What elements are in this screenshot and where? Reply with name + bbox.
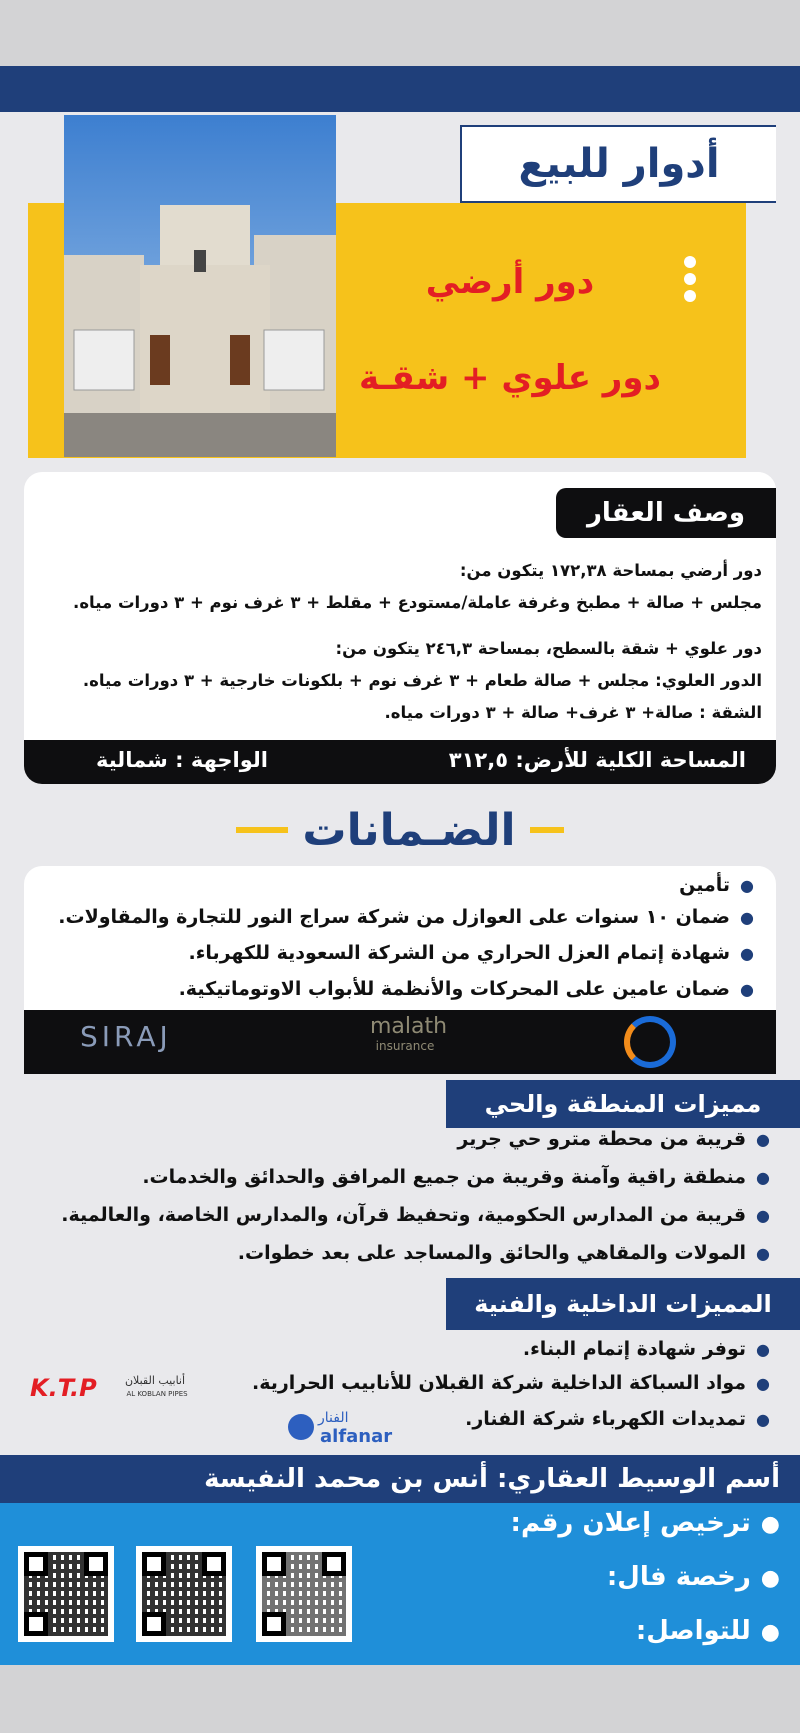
whatsapp-qr-code[interactable]: [18, 1546, 114, 1642]
ktp-mark: K.T.P: [30, 1374, 97, 1402]
bottom-margin: [0, 1665, 800, 1733]
broker-bar: أسم الوسيط العقاري: أنس بن محمد النفيسة: [0, 1455, 800, 1503]
guarantee-item: ● تأمين: [24, 874, 754, 896]
dots-decoration: [684, 256, 698, 316]
fal-license-label: ● رخصة فال:: [607, 1562, 780, 1592]
description-line: الدور العلوي: مجلس + صالة طعام + ٣ غرف نوم + بلكونات خارجية + ٣ دورات مياه.: [82, 671, 762, 690]
alfanar-icon: [288, 1414, 314, 1440]
guarantees-title: [0, 800, 800, 860]
ad-license-label: ● ترخيص إعلان رقم:: [511, 1508, 780, 1538]
page-title: أدوار للبيع: [518, 141, 720, 187]
internal-feature-item: ● مواد السباكة الداخلية شركة القبلان للأنابيب الحرارية.: [210, 1372, 770, 1394]
guarantee-item: ● شهادة إتمام العزل الحراري من الشركة السعودية للكهرباء.: [24, 942, 754, 964]
top-margin: [0, 0, 800, 66]
description-line: مجلس + صالة + مطبخ وغرفة عاملة/مستودع + مقلط + ٣ غرف نوم + ٣ دورات مياه.: [73, 593, 762, 612]
malath-logo-text: malath: [370, 1014, 448, 1039]
description-line: الشقة : صالة+ ٣ غرف+ صالة + ٣ دورات مياه.: [384, 703, 762, 722]
guarantee-item: ● ضمان عامين على المحركات والأنظمة للأبواب الاوتوماتيكية.: [24, 978, 754, 1000]
alfanar-logo: [288, 1410, 398, 1450]
alfanar-english: alfanar: [320, 1426, 393, 1447]
internal-feature-item: ● تمديدات الكهرباء شركة الفنار.: [370, 1408, 770, 1430]
area-features-header: مميزات المنطقة والحي: [446, 1080, 800, 1128]
floor-line-1: دور أرضي: [425, 262, 595, 302]
area-feature-item: ● قريبة من المدارس الحكومية، وتحفيظ قرآن، والمدارس الخاصة، والعالمية.: [10, 1204, 770, 1226]
facade: الواجهة : شمالية: [96, 748, 269, 772]
ring-logo-icon: [624, 1016, 676, 1068]
fal-qr-code[interactable]: [136, 1546, 232, 1642]
ktp-english: AL KOBLAN PIPES: [126, 1390, 188, 1398]
floor-line-2: دور علوي + شقـة: [359, 358, 661, 398]
area-feature-item: ● قريبة من محطة مترو حي جرير: [10, 1128, 770, 1150]
description-header: وصف العقار: [556, 488, 776, 538]
total-area: المساحة الكلية للأرض: ٣١٢,٥: [448, 748, 746, 772]
guarantees-heading: الضـمانات: [302, 804, 516, 856]
title-box: [460, 125, 776, 203]
guarantee-item: ● ضمان ١٠ سنوات على العوازل من شركة سراج النور للتجارة والمقاولات.: [24, 906, 754, 928]
description-line: دور علوي + شقة بالسطح، بمساحة ٢٤٦,٣ يتكون من:: [335, 639, 762, 658]
ktp-logo: [30, 1374, 188, 1404]
top-banner-bar: [0, 66, 800, 112]
internal-features-header: المميزات الداخلية والفنية: [446, 1278, 800, 1330]
malath-logo: [370, 1014, 448, 1053]
area-feature-item: ● منطقة راقية وآمنة وقريبة من جميع المرافق والحدائق والخدمات.: [10, 1166, 770, 1188]
contact-label: ● للتواصل:: [636, 1616, 780, 1646]
internal-feature-item: ● توفر شهادة إتمام البناء.: [10, 1338, 770, 1360]
area-feature-item: ● المولات والمقاهي والحائق والمساجد على بعد خطوات.: [10, 1242, 770, 1264]
ad-license-qr-code[interactable]: [256, 1546, 352, 1642]
description-line: دور أرضي بمساحة ١٧٢,٣٨ يتكون من:: [459, 561, 762, 580]
building-illustration: [64, 115, 336, 457]
building-photo: [64, 115, 336, 457]
alfanar-arabic: الفنار: [318, 1410, 349, 1426]
malath-logo-sub: insurance: [375, 1039, 435, 1053]
siraj-logo: SIRAJ: [80, 1020, 172, 1053]
area-bar: [24, 740, 776, 784]
ktp-arabic: أنابيب القبلان: [124, 1374, 186, 1387]
